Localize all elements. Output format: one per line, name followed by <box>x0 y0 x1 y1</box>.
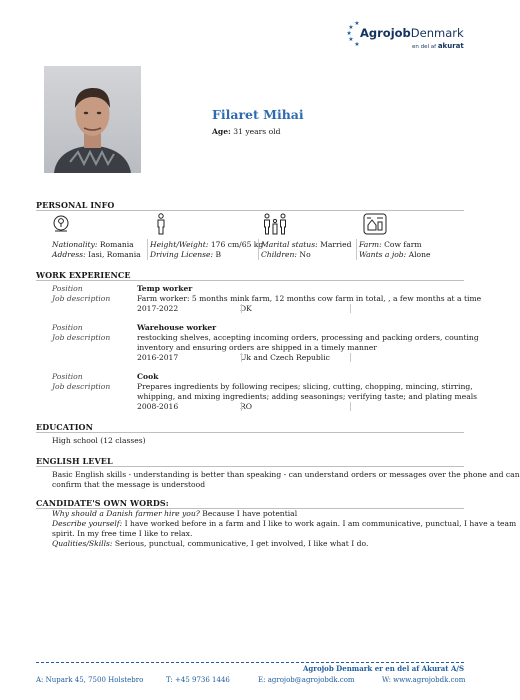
divider <box>36 210 464 211</box>
family-icon <box>262 212 288 236</box>
farm-icon <box>363 213 387 235</box>
job-country: Uk and Czech Republic <box>240 353 330 362</box>
svg-text:★: ★ <box>354 41 360 48</box>
job-years: 2016-2017 <box>137 353 179 362</box>
job-years: 2008-2016 <box>137 402 179 411</box>
height-weight-value: 176 cm/65 kg <box>210 240 264 249</box>
height-weight-label: Height/Weight: <box>150 240 209 249</box>
why-hire-answer: Because I have potential <box>202 509 298 518</box>
work-experience-heading: WORK EXPERIENCE <box>36 270 131 280</box>
job-description-label: Job description <box>52 294 111 303</box>
nationality-label: Nationality: <box>52 240 98 249</box>
footer-email[interactable]: E: agrojob@agrojobdk.com <box>258 676 355 684</box>
driving-license-value: B <box>215 250 222 259</box>
job-description-label: Job description <box>52 382 111 391</box>
education-heading: EDUCATION <box>36 422 94 432</box>
svg-text:★: ★ <box>354 20 360 27</box>
farm-value: Cow farm <box>384 240 422 249</box>
candidate-name: Filaret Mihai <box>212 107 304 122</box>
driving-license-label: Driving License: <box>150 250 214 259</box>
marital-status-label: Marital status: <box>261 240 318 249</box>
english-level-heading: ENGLISH LEVEL <box>36 456 113 466</box>
footer-website[interactable]: W: www.agrojobdk.com <box>382 676 466 684</box>
job-title: Cook <box>137 372 159 381</box>
education-text: High school (12 classes) <box>52 436 146 445</box>
describe-yourself-answer: spirit. In my free time I like to relax. <box>52 529 193 538</box>
job-description: restocking shelves, accepting incoming orders, processing and packing orders, counting <box>137 333 479 342</box>
age-value: 31 years old <box>233 127 281 136</box>
address-value: Iasi, Romania <box>88 250 141 259</box>
svg-text:★: ★ <box>348 36 354 43</box>
job-title: Warehouse worker <box>137 323 217 332</box>
logo-sub-b: akurat <box>437 42 464 50</box>
qualities-label: Qualities/Skills: <box>52 539 113 548</box>
address-label: Address: <box>52 250 86 259</box>
job-title: Temp worker <box>137 284 193 293</box>
divider <box>36 280 464 281</box>
nationality-value: Romania <box>99 240 134 249</box>
wants-job-label: Wants a job: <box>359 250 407 259</box>
globe-pin-icon <box>52 214 70 234</box>
qualities-answer: Serious, punctual, communicative, I get involved, I like what I do. <box>114 539 369 548</box>
job-years: 2017-2022 <box>137 304 179 313</box>
describe-yourself-answer: I have worked before in a farm and I like to work again. I am communicative, punctual, I have a team <box>124 519 517 528</box>
logo-brand-a: Agrojob <box>360 26 411 40</box>
english-level-text: Basic English skills - understanding is better than speaking - can understand orders or messages over the phone and can <box>52 470 520 479</box>
job-country: RO <box>240 402 252 411</box>
footer-phone: T: +45 9736 1446 <box>166 676 230 684</box>
job-description: Farm worker: 5 months mink farm, 12 months cow farm in total, , a few months at a time <box>137 294 482 303</box>
position-label: Position <box>52 323 83 332</box>
job-description-label: Job description <box>52 333 111 342</box>
children-value: No <box>299 250 311 259</box>
divider <box>36 432 464 433</box>
logo-sub-a: en del af <box>412 44 437 50</box>
job-country: DK <box>240 304 252 313</box>
age-label: Age: <box>212 127 231 136</box>
logo-brand-b: Denmark <box>410 26 464 40</box>
children-label: Children: <box>261 250 297 259</box>
position-label: Position <box>52 372 83 381</box>
english-level-text: confirm that the message is understood <box>52 480 206 489</box>
describe-yourself-label: Describe yourself: <box>52 519 123 528</box>
company-logo <box>348 18 464 54</box>
farm-label: Farm: <box>359 240 382 249</box>
footer-address: A: Nupark 45, 7500 Holstebro <box>36 676 144 684</box>
candidate-photo <box>44 66 141 173</box>
wants-job-value: Alone <box>408 250 431 259</box>
position-label: Position <box>52 284 83 293</box>
why-hire-label: Why should a Danish farmer hire you? <box>52 509 200 518</box>
person-height-icon <box>155 213 167 235</box>
personal-info-heading: PERSONAL INFO <box>36 200 115 210</box>
svg-text:★: ★ <box>346 30 352 37</box>
svg-text:★: ★ <box>348 24 354 31</box>
footer-divider <box>36 662 464 663</box>
footer-company: Agrojob Denmark er en del af Akurat A/S <box>302 664 464 673</box>
job-description: Prepares ingredients by following recipes; slicing, cutting, chopping, mincing, stirring, <box>137 382 473 391</box>
divider <box>36 466 464 467</box>
own-words-heading: CANDIDATE'S OWN WORDS: <box>36 498 169 508</box>
marital-status-value: Married <box>320 240 352 249</box>
job-description: whipping, and mixing ingredients; adding seasonings; verifying taste; and plating meals <box>137 392 478 401</box>
job-description: inventory and ensuring orders are shipped in a timely manner <box>137 343 377 352</box>
